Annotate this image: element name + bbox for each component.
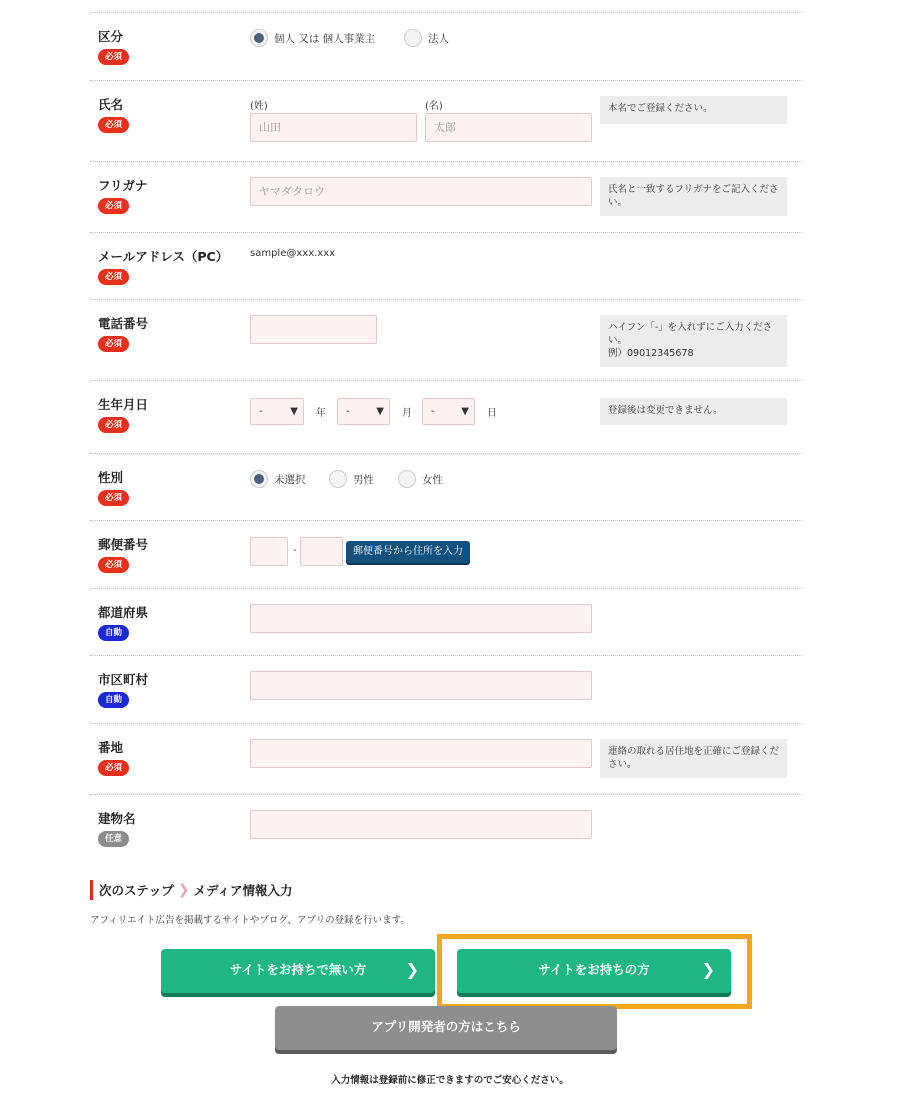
auto-badge: 自動 [98, 625, 129, 641]
zip-separator: - [293, 545, 297, 556]
radio-corporation[interactable] [404, 29, 449, 47]
phone-note-line1: ハイフン「-」を入れずにご入力ください。 [608, 322, 773, 346]
has-site-button-label: サイトをお持ちの方 [538, 962, 650, 977]
required-badge: 必須 [98, 557, 129, 573]
radio-unselected-icon [398, 470, 416, 488]
required-badge: 必須 [98, 49, 129, 65]
required-badge: 必須 [98, 198, 129, 214]
year-select-value: - [259, 406, 263, 417]
no-site-button[interactable] [161, 949, 435, 993]
app-developer-button-label: アプリ開発者の方はこちら [371, 1019, 521, 1034]
radio-unselected-icon [329, 470, 347, 488]
required-badge: 必須 [98, 336, 129, 352]
row-kubun [90, 12, 802, 80]
gender-label: 性別 [98, 470, 124, 485]
address-input[interactable] [250, 739, 592, 768]
prefecture-input[interactable] [250, 604, 592, 633]
phone-input[interactable] [250, 315, 377, 344]
no-site-button-label: サイトをお持ちで無い方 [229, 962, 367, 977]
next-step-title-a: 次のステップ [99, 883, 174, 898]
radio-selected-icon [250, 470, 268, 488]
radio-gender-male[interactable] [329, 470, 374, 488]
required-badge: 必須 [98, 269, 129, 285]
radio-unselected-icon [404, 29, 422, 47]
prefecture-label: 都道府県 [98, 605, 149, 620]
app-developer-button[interactable] [275, 1006, 617, 1050]
building-label: 建物名 [98, 811, 136, 826]
row-email [90, 232, 802, 299]
mei-input[interactable]: 太郎 [425, 113, 592, 142]
radio-gender-male-label: 男性 [353, 473, 374, 486]
radio-individual-label: 個人 又は 個人事業主 [274, 32, 376, 45]
required-badge: 必須 [98, 760, 129, 776]
footer-note: 入力情報は登録前に修正できますのでご安心ください。 [331, 1075, 569, 1086]
kubun-label: 区分 [98, 29, 124, 44]
radio-selected-icon [250, 29, 268, 47]
sei-input[interactable]: 山田 [250, 113, 417, 142]
month-select[interactable] [337, 398, 390, 425]
chevron-right-icon: ❯ [701, 960, 715, 979]
month-unit: 月 [402, 408, 412, 419]
dropdown-arrow-icon: ▼ [376, 406, 384, 417]
auto-badge: 自動 [98, 692, 129, 708]
furigana-label: フリガナ [98, 178, 148, 193]
day-select[interactable] [422, 398, 475, 425]
row-furigana [90, 161, 802, 232]
sei-sub-label: (姓) [250, 101, 268, 112]
required-badge: 必須 [98, 117, 129, 133]
row-zip [90, 520, 802, 588]
row-building [90, 794, 802, 864]
zip-second-input[interactable] [300, 537, 343, 566]
row-city [90, 655, 802, 723]
optional-badge: 任意 [98, 831, 129, 847]
dropdown-arrow-icon: ▼ [290, 406, 298, 417]
next-step-description: アフィリエイト広告を掲載するサイトやブログ、アプリの登録を行います。 [90, 915, 410, 926]
month-select-value: - [346, 406, 350, 417]
address-label: 番地 [98, 740, 124, 755]
required-badge: 必須 [98, 417, 129, 433]
next-step-title-b: メディア情報入力 [193, 883, 293, 898]
building-input[interactable] [250, 810, 592, 839]
email-value: sample@xxx.xxx [250, 248, 336, 259]
row-prefecture [90, 588, 802, 655]
name-note: 本名でご登録ください。 [600, 96, 787, 124]
phone-note-line2: 例）09012345678 [608, 348, 694, 359]
day-unit: 日 [487, 408, 497, 419]
birthday-note: 登録後は変更できません。 [600, 398, 787, 425]
phone-note [600, 315, 787, 367]
row-birthday [90, 380, 802, 453]
required-badge: 必須 [98, 490, 129, 506]
radio-corporation-label: 法人 [428, 32, 449, 45]
email-label: メールアドレス（PC） [98, 249, 229, 264]
chevron-right-icon: ❯ [405, 960, 419, 979]
radio-gender-female[interactable] [398, 470, 443, 488]
name-label: 氏名 [98, 97, 124, 112]
mei-sub-label: (名) [425, 101, 443, 112]
birthday-label: 生年月日 [98, 397, 149, 412]
row-address [90, 723, 802, 794]
row-name [90, 80, 802, 161]
zip-lookup-button[interactable]: 郵便番号から住所を入力 [346, 541, 470, 563]
radio-individual[interactable] [250, 29, 375, 47]
furigana-input[interactable]: ヤマダタロウ [250, 177, 592, 206]
radio-gender-unselected[interactable] [250, 470, 306, 488]
chevron-right-icon: ❯ [177, 882, 190, 898]
furigana-note: 氏名と一致するフリガナをご記入ください。 [600, 177, 787, 216]
city-input[interactable] [250, 671, 592, 700]
row-phone [90, 299, 802, 380]
radio-gender-female-label: 女性 [422, 473, 443, 486]
year-unit: 年 [316, 408, 326, 419]
address-note: 連絡の取れる居住地を正確にご登録ください。 [600, 739, 787, 778]
next-step-heading [90, 880, 293, 900]
phone-label: 電話番号 [98, 316, 149, 331]
zip-label: 郵便番号 [98, 537, 149, 552]
city-label: 市区町村 [98, 672, 149, 687]
day-select-value: - [431, 406, 435, 417]
zip-first-input[interactable] [250, 537, 288, 566]
year-select[interactable] [250, 398, 304, 425]
dropdown-arrow-icon: ▼ [461, 406, 469, 417]
row-gender [90, 453, 802, 520]
has-site-button[interactable] [457, 949, 731, 993]
radio-gender-unselected-label: 未選択 [274, 473, 306, 486]
